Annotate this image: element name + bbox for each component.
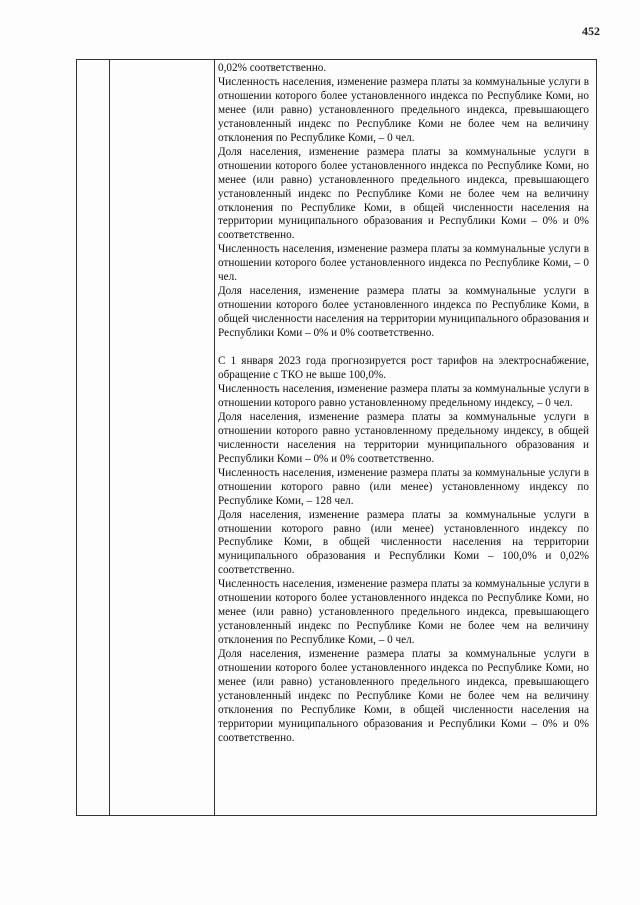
paragraph-spacer bbox=[218, 341, 589, 355]
document-table bbox=[76, 59, 597, 816]
paragraph: 0,02% соответственно. bbox=[218, 62, 327, 74]
paragraph: С 1 января 2023 года прогнозируется рост тарифов на электроснабжение, обращение с ТКО не выше 100,0%. bbox=[218, 355, 589, 382]
paragraph: Численность населения, изменение размера платы за коммунальные услуги в отношении которого более установленного индекса по Республике Коми, – 0 чел. bbox=[218, 243, 589, 284]
paragraph: Численность населения, изменение размера платы за коммунальные услуги в отношении которого равно (или менее) установленному индексу по Республике Коми, – 128 чел. bbox=[218, 466, 589, 507]
page-number: 452 bbox=[582, 24, 600, 38]
paragraph: Доля населения, изменение размера платы за коммунальные услуги в отношении которого равно установленному предельному индексу, в общей численности населения на территории муниципального образования и Республики Коми – 0% и 0% соответственно. bbox=[218, 410, 589, 465]
paragraph: Численность населения, изменение размера платы за коммунальные услуги в отношении которого равно установленному предельному индексу, – 0 чел. bbox=[218, 382, 589, 409]
table-cell-text bbox=[218, 62, 589, 746]
paragraph: Численность населения, изменение размера платы за коммунальные услуги в отношении которого более установленного индекса по Республике Коми, но менее (или равно) установленного предельного индекса, превышающего установленный индекс по Республике Коми не более чем на величину отклонения по Республике Коми, – 0 чел. bbox=[218, 75, 589, 144]
paragraph: Численность населения, изменение размера платы за коммунальные услуги в отношении которого более установленного индекса по Республике Коми, но менее (или равно) установленного предельного индекса, превышающего установленный индекс по Республике Коми не более чем на величину отклонения по Республике Коми, – 0 чел. bbox=[218, 578, 589, 647]
paragraph: Доля населения, изменение размера платы за коммунальные услуги в отношении которого равно (или менее) установленного индексу по Республике Коми, в общей численности населения на территории муниципального образования и Республики Коми – 100,0% и 0,02% соответственно. bbox=[218, 508, 589, 577]
paragraph: Доля населения, изменение размера платы за коммунальные услуги в отношении которого более установленного индекса по Республике Коми, но менее (или равно) установленного предельного индекса, превышающего установленный индекс по Республике Коми не более чем на величину отклонения по Республике Коми, в общей численности населения на территории муниципального образования и Республики Коми – 0% и 0% соответственно. bbox=[218, 145, 589, 242]
paragraph: Доля населения, изменение размера платы за коммунальные услуги в отношении которого более установленного индекса по Республике Коми, но менее (или равно) установленного предельного индекса, превышающего установленный индекс по Республике Коми не более чем на величину отклонения по Республике Коми, в общей численности населения на территории муниципального образования и Республики Коми – 0% и 0% соответственно. bbox=[218, 648, 589, 744]
table-column-divider-1 bbox=[109, 60, 110, 815]
table-column-divider-2 bbox=[214, 60, 215, 815]
paragraph: Доля населения, изменение размера платы за коммунальные услуги в отношении которого более установленного индекса по Республике Коми, в общей численности населения на территории муниципального образования и Республики Коми – 0% и 0% соответственно. bbox=[218, 285, 589, 340]
